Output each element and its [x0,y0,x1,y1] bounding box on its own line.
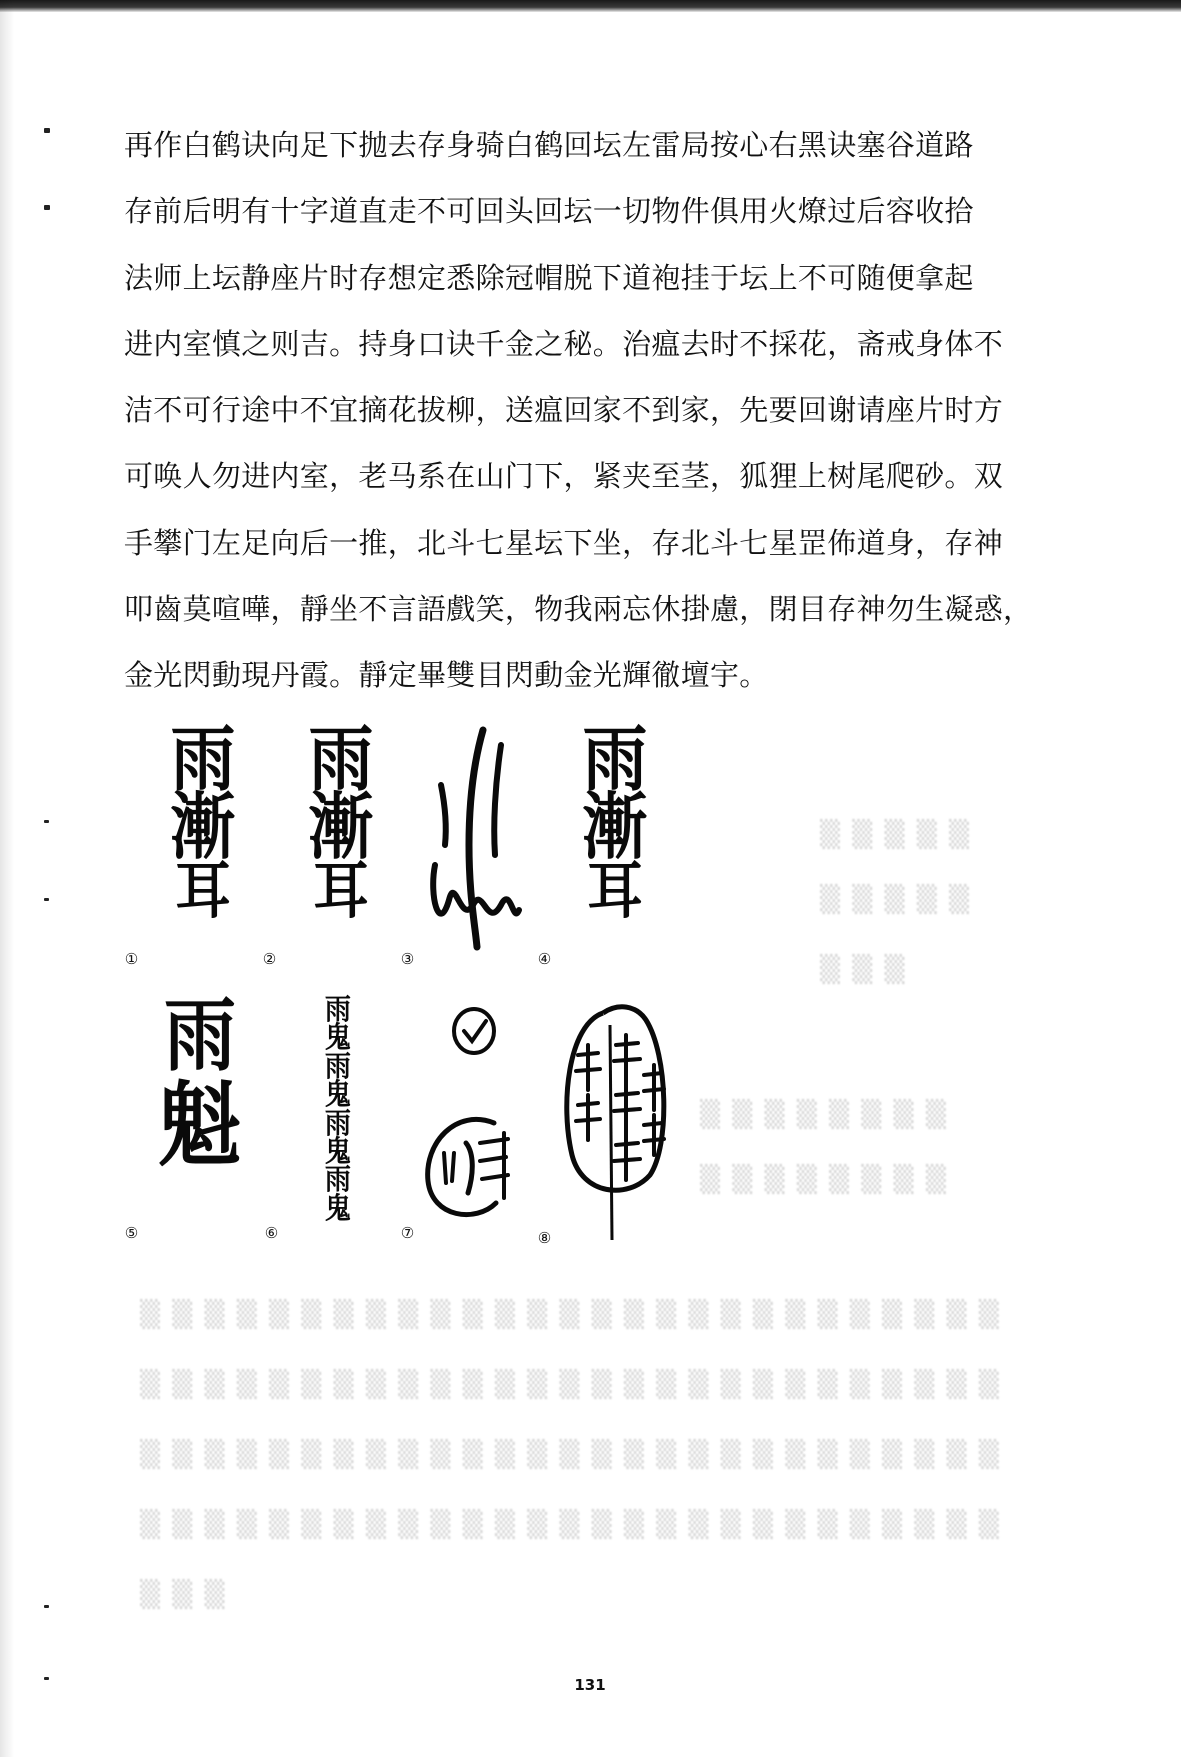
talisman-figures [118,716,698,1255]
talisman-6 [288,992,388,1233]
margin-mark [44,1677,49,1680]
talisman-3 [423,725,533,955]
scan-top-edge [0,0,1181,12]
text-line: 手攀门左足向后一推，北斗七星坛下坐，存北斗七星罡佈道身，存神 [124,525,1004,560]
talisman-8-drawing [558,995,678,1245]
talisman-4-label: ④ [537,950,552,968]
talisman-7 [416,1003,536,1228]
margin-mark [44,205,50,210]
margin-mark [44,128,50,133]
talisman-3-label: ③ [400,950,415,968]
text-line: 存前后明有十字道直走不可回头回坛一切物件俱用火燎过后容收拾 [124,194,974,229]
text-line: 再作白鹤诀向足下抛去存身骑白鹤回坛左雷局按心右黑诀塞谷道路 [124,128,974,162]
margin-mark [44,1605,49,1608]
talisman-6-label: ⑥ [264,1224,279,1242]
text-line: 金光閃動現丹霞。靜定畢雙目閃動金光輝徹壇宇。 [124,658,769,693]
text-line: 可唤人勿进内室，老马系在山门下，紧夹至茎，狐狸上树尾爬砂。双 [124,459,1004,494]
talisman-4 [560,716,670,965]
talisman-1 [148,716,258,965]
margin-mark [44,898,49,901]
talisman-2 [286,716,396,965]
talisman-8-label: ⑧ [537,1229,552,1247]
page-number: 131 [574,1676,606,1694]
talisman-1-glyphs: 雨 漸 耳 [170,716,236,927]
text-line: 法师上坛静座片时存想定悉除冠帽脱下道袍挂于坛上不可随便拿起 [124,260,974,295]
talisman-2-label: ② [262,950,277,968]
text-line: 叩齒莫喧嘩，靜坐不言語戲笑，物我兩忘休掛慮，閉目存神勿生凝惑， [124,592,1033,627]
talisman-2-glyphs: 雨 漸 耳 [308,716,374,927]
talisman-7-label: ⑦ [400,1224,415,1242]
talisman-4-glyphs: 雨 漸 耳 [582,716,648,927]
scan-left-shadow [0,0,14,1757]
text-line: 进内室慎之则吉。持身口诀千金之秘。治瘟去时不採花，斋戒身体不 [124,326,1004,361]
talisman-6-glyphs: 雨 鬼 雨 鬼 雨 鬼 雨 鬼 [324,992,352,1225]
talisman-3-drawing [423,725,533,955]
body-text [124,112,1054,709]
talisman-5-label: ⑤ [124,1224,139,1242]
text-line: 洁不可行途中不宜摘花拔柳，送瘟回家不到家，先要回谢请座片时方 [124,393,1004,428]
talisman-7-drawing [416,1003,536,1228]
talisman-5 [140,988,260,1218]
talisman-5-glyphs: 雨 魁 [158,988,242,1179]
margin-mark [44,820,49,823]
talisman-1-label: ① [124,950,139,968]
talisman-8 [558,995,678,1245]
